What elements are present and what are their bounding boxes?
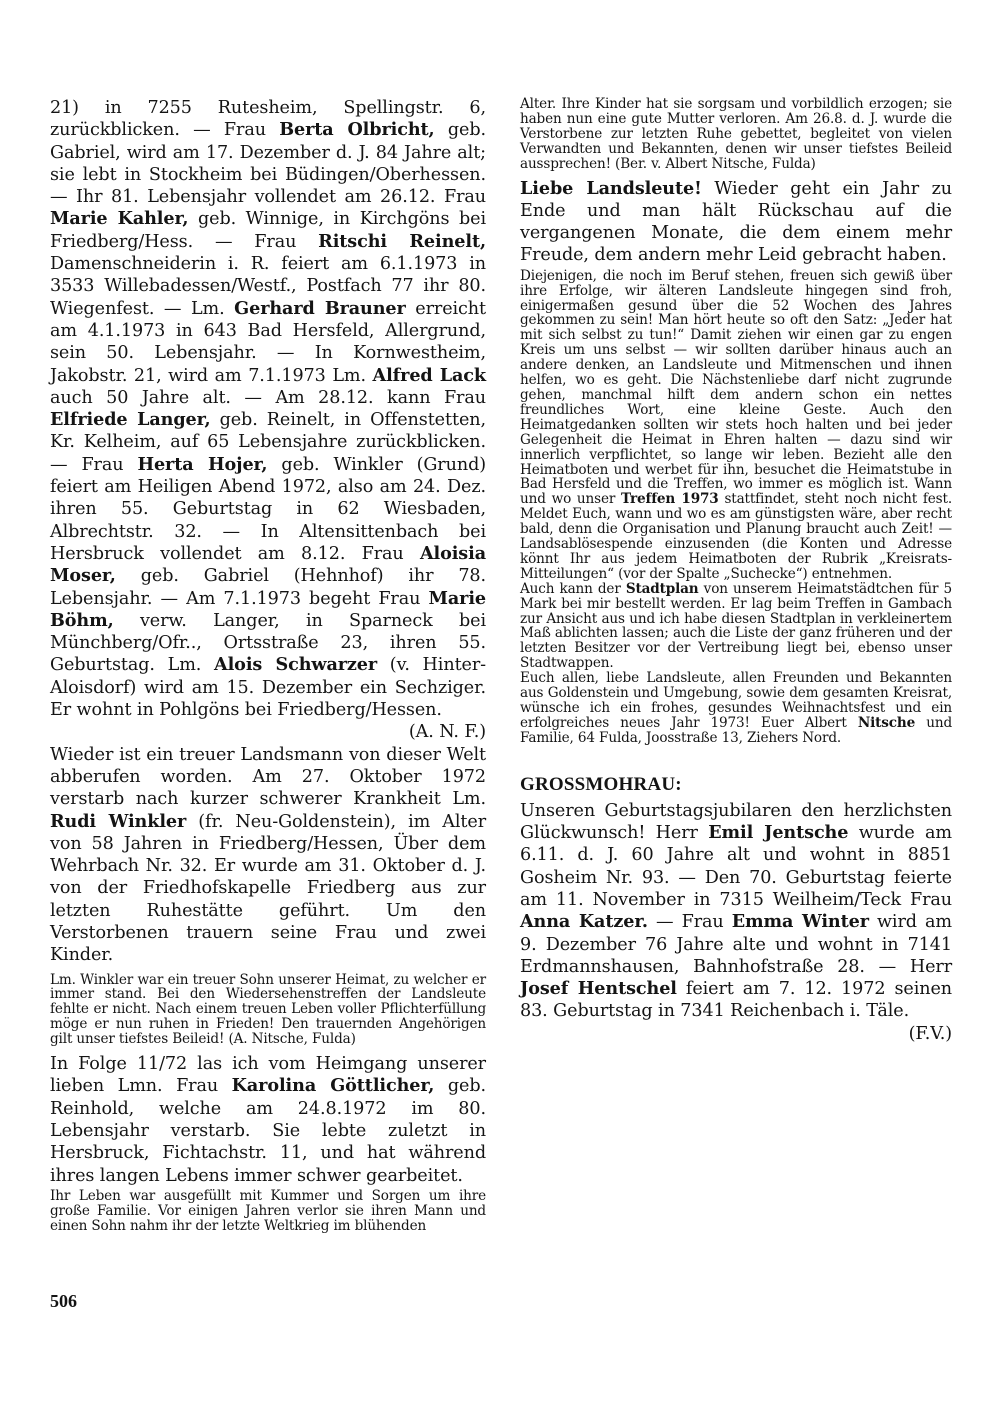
section-heading-grossmohrau: GROSSMOHRAU: — [520, 773, 682, 795]
bold-name: Josef Hentschel — [520, 978, 677, 1000]
bold-name: Anna Katzer. — [520, 911, 648, 933]
bold-name: Nitsche — [857, 714, 916, 731]
obituary-goettlicher-conclusion: Alter. Ihre Kinder hat sie sorgsam und vorbildlich erzogen; sie haben nun eine gute Mutter verloren. Am 26.8. d. J. wurde die Verstorbene zur letzten Ruhe gebettet, begleitet von vielen Verwandten und Bekannten, denen wir unser tiefstes Beileid aussprechen! (Ber. v. Albert Nitsche, Fulda) — [520, 96, 952, 172]
bold-name: Alois Schwarzer — [214, 654, 378, 676]
city-map-paragraph: Auch kann der Stadtplan von unserem Heimatstädtchen für 5 Mark bei mir bestellt werden. Er lag beim Treffen in Gambach zur Ansicht aus und ich habe diesen Stadtplan in verkleinertem Maß ablichten lassen; auch die Liste der ganz früheren und der letzten Besitzer vor der Vertreibung liegt bei, ebenso unser Stadtwappen. — [520, 580, 952, 672]
bold-name: Stadtplan — [625, 580, 699, 597]
obituary-goettlicher-continued: Ihr Leben war ausgefüllt mit Kummer und Sorgen um ihre große Familie. Vor einigen Jahren verlor sie ihren Mann und einen Sohn nahm ihr der letzte Weltkrieg im blühenden — [50, 1187, 486, 1234]
bold-name: Emma Winter — [731, 911, 869, 933]
bold-name: Ritschi Reinelt, — [318, 230, 486, 252]
bold-name: Liebe Landsleute! — [520, 177, 702, 199]
bold-name: Treffen 1973 — [621, 491, 719, 508]
bold-name: Herta Hojer, — [137, 453, 268, 475]
birthday-announcements-paragraph: 21) in 7255 Rutesheim, Spellingstr. 6, zurückblicken. — Frau Berta Olbricht, geb. Gabriel, wird am 17. Dezember d. J. 84 Jahre alt; sie lebt in Stockheim bei Büdingen/Oberhessen. — Ihr 81. Lebensjahr vollendet am 26.12. Frau Marie Kahler, geb. Winnige, in Kirchgöns bei Friedberg/Hess. — Frau Ritschi Reinelt, Damenschneiderin i. R. feiert am 6.1.1973 in 3533 Willebadessen/Westf., Postfach 77 ihr 80. Wiegenfest. — Lm. Gerhard Brauner erreicht am 4.1.1973 in 643 Bad Hersfeld, Allergrund, sein 50. Lebensjahr. — In Kornwestheim, Jakobstr. 21, wird am 7.1.1973 Lm. Alfred Lack auch 50 Jahre alt. — Am 28.12. kann Frau Elfriede Langer, geb. Reinelt, in Offenstetten, Kr. Kelheim, auf 65 Lebensjahre zurückblicken. — Frau Herta Hojer, geb. Winkler (Grund) feiert am Heiligen Abend 1972, also am 24. Dez. ihren 55. Geburtstag in 62 Wiesbaden, Albrechtstr. 32. — In Altensittenbach bei Hersbruck vollendet am 8.12. Frau Aloisia Moser, geb. Gabriel (Hehnhof) ihr 78. Lebensjahr. — Am 7.1.1973 begeht Frau Marie Böhm, verw. Langer, in Sparneck bei Münchberg/Ofr.., Ortsstraße 23, ihren 55. Geburtstag. Lm. Alois Schwarzer (v. Hinter-Aloisdorf) wird am 15. Dezember ein Sechziger. Er wohnt in Pohlgöns bei Friedberg/Hessen. — [50, 98, 486, 721]
bold-name: Aloisia Moser, — [50, 542, 486, 587]
bold-name: Marie Böhm, — [50, 587, 486, 631]
bold-name: Berta Olbricht, — [279, 119, 435, 141]
signature-anf: (A. N. F.) — [408, 722, 486, 743]
obituary-winkler-paragraph: Wieder ist ein treuer Landsmann von dieser Welt abberufen worden. Am 27. Oktober 1972 verstarb nach kurzer schwerer Krankheit Lm. Rudi Winkler (fr. Neu-Goldenstein), im Alter von 58 Jahren in Friedberg/Hessen, Über dem Wehrbach Nr. 32. Er wurde am 31. Oktober d. J. von der Friedhofskapelle Friedberg aus zur letzten Ruhestätte geführt. Um den Verstorbenen trauern seine Frau und zwei Kinder. — [50, 744, 486, 966]
bold-name: Gerhard Brauner — [234, 297, 406, 319]
letter-body-paragraph: Diejenigen, die noch im Beruf stehen, freuen sich gewiß über ihre Erfolge, wir älteren Landsleute hingegen sind froh, einigermaßen gesund über die 52 Wochen des Jahres gekommen zu sein! Man hört heute so oft den Satz: „Jeder hat mit sich selbst zu tun!“ Damit ziehen wir einen gar zu engen Kreis um uns selbst — wir sollten darüber hinaus auch an andere denken, an Landsleute und Mitmenschen und ihnen helfen, wo es geht. Die Nächstenliebe darf nicht zugrunde gehen, manchmal hilft dem andern schon ein nettes freundliches Wort, eine kleine Geste. Auch den Heimatgedanken sollten wir stets hoch halten und bei jeder Gelegenheit die Heimat in Ehren halten — dazu sind wir innerlich verpflichtet, so lange wir leben. Bezieht alle den Heimatboten und werbet für ihn, besuchet die Heimatstube in Bad Hersfeld und die Treffen, wo immer es möglich ist. Wann und wo unser Treffen 1973 stattfindet, steht noch nicht fest. Meldet Euch, wann und wo es am günstigsten wäre, aber recht bald, denn die Organisation und Planung braucht auch Zeit! — Landsablösespende einzusenden (die Konten und Adresse könnt Ihr aus jedem Heimatboten der Rubrik „Kreisrats-Mitteilungen“ (vor der Spalte „Suchecke“) entnehmen. — [520, 267, 952, 582]
greeting-paragraph: Liebe Landsleute! Wieder geht ein Jahr zu Ende und man hält Rückschau auf die vergangenen Monate, die dem einem mehr Freude, dem andern mehr Leid gebracht haben. — [520, 177, 952, 266]
page-number: 506 — [50, 1291, 77, 1311]
right-column — [520, 97, 952, 1045]
bold-name: Emil Jentsche — [708, 822, 849, 844]
obituary-goettlicher-paragraph: In Folge 11/72 las ich vom Heimgang unserer lieben Lmn. Frau Karolina Göttlicher, geb. Reinhold, welche am 24.8.1972 im 80. Lebensjahr verstarb. Sie lebte zuletzt in Hersbruck, Fichtachstr. 11, und hat während ihres langen Lebens immer schwer gearbeitet. — [50, 1054, 486, 1186]
bold-name: Alfred Lack — [372, 364, 486, 386]
signature-fv: (F.V.) — [908, 1023, 952, 1044]
left-column — [50, 97, 486, 1234]
bold-name: Elfriede Langer, — [50, 409, 211, 431]
bold-name: Marie Kahler, — [50, 208, 189, 230]
holiday-wishes-paragraph: Euch allen, liebe Landsleute, allen Freunden und Bekannten aus Goldenstein und Umgebung, sowie dem gesamten Kreisrat, wünsche ich ein frohes, gesundes Weihnachtsfest und ein erfolgreiches neues Jahr 1973! Euer Albert Nitsche und Familie, 64 Fulda, Joosstraße 13, Ziehers Nord. — [520, 670, 952, 746]
obituary-winkler-tribute: Lm. Winkler war ein treuer Sohn unserer Heimat, zu welcher er immer stand. Bei den Wiedersehenstreffen der Landsleute fehlte er nicht. Nach einem treuen Leben voller Pflichterfüllung möge er nun ruhen in Frieden! Den trauernden Angehörigen gilt unser tiefstes Beileid! (A. Nitsche, Fulda) — [50, 971, 486, 1048]
grossmohrau-birthdays-paragraph: Unseren Geburtstagsjubilaren den herzlichsten Glückwunsch! Herr Emil Jentsche wurde am 6.11. d. J. 60 Jahre alt und wohnt in 8851 Gosheim Nr. 93. — Den 70. Geburtstag feierte am 11. November in 7315 Weilheim/Teck Frau Anna Katzer. — Frau Emma Winter wird am 9. Dezember 76 Jahre alte und wohnt in 7141 Erdmannshausen, Bahnhofstraße 28. — Herr Josef Hentschel feiert am 7. 12. 1972 seinen 83. Geburtstag in 7341 Reichenbach i. Täle. — [520, 800, 952, 1022]
bold-name: Karolina Göttlicher, — [231, 1075, 435, 1097]
bold-name: Rudi Winkler — [50, 810, 187, 832]
